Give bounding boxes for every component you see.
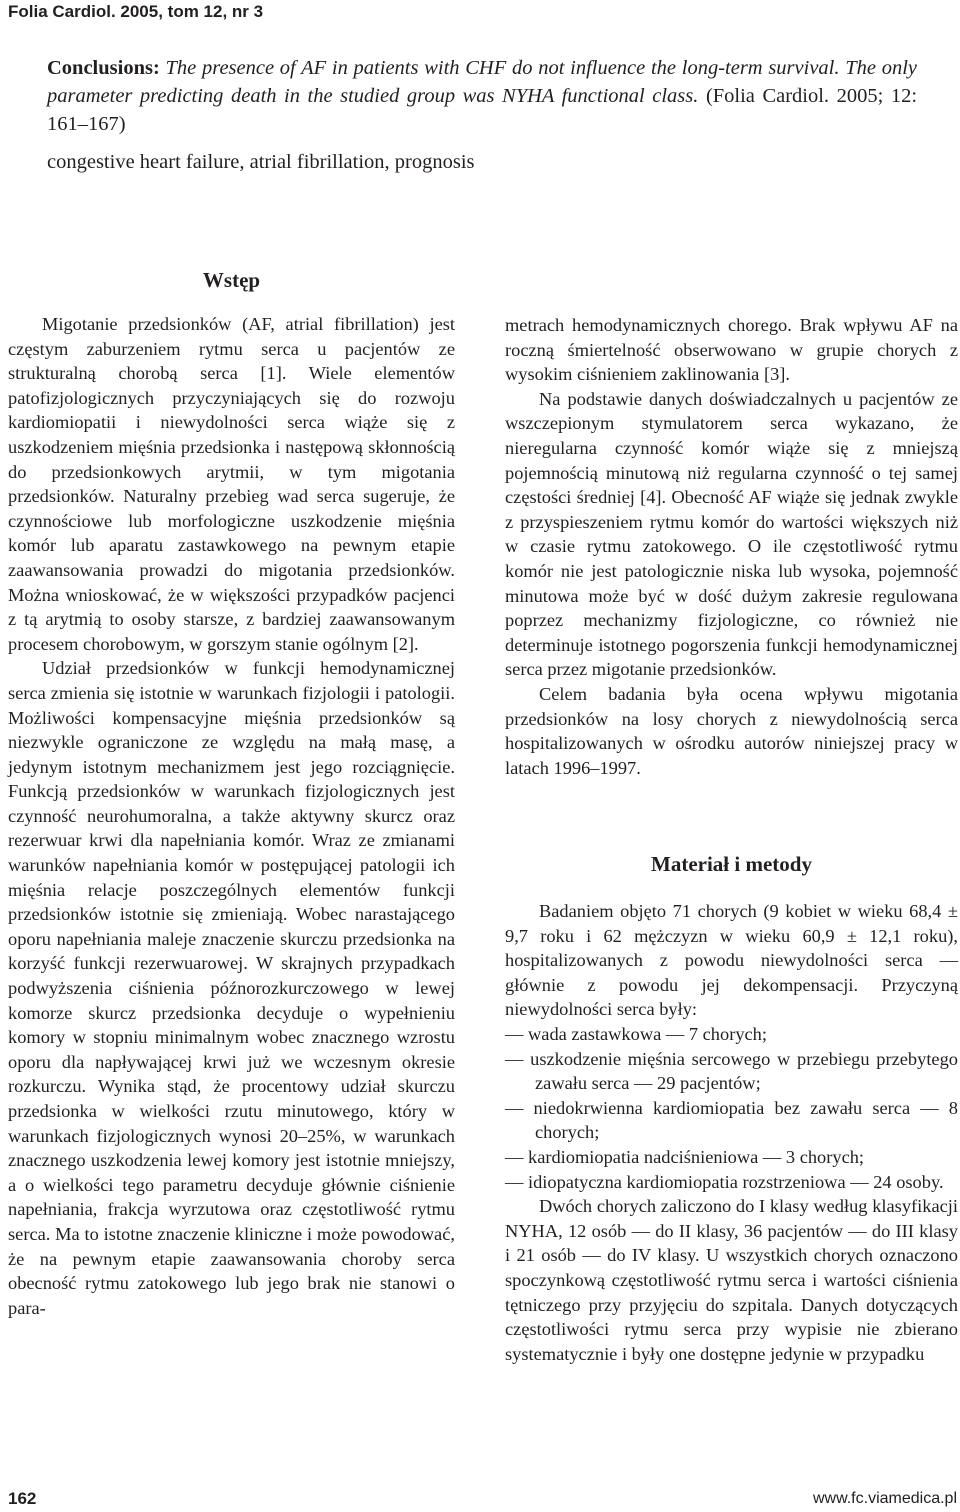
running-head: Folia Cardiol. 2005, tom 12, nr 3 bbox=[8, 2, 264, 21]
conclusions-text: The presence of AF in patients with CHF do not influence the long-term survival. The only parameter predicting death in the studied group was NYHA functional class. bbox=[47, 57, 917, 107]
methods-paragraph: Dwóch chorych zaliczono do I klasy według klasyfikacji NYHA, 12 osób — do II klasy, 36 pacjentów — do III klasy i 21 osób — do IV klasy. U wszystkich chorych oznaczono spoczynkową częstotliwość rytmu serca i wartości ciśnienia tętniczego przy przyjęciu do szpitala. Danych dotyczących częstotliwości rytmu serca przy wypisie nie zbierano systematycznie i były one dostępne jedynie w przypadku bbox=[505, 1196, 958, 1364]
journal-url: www.fc.viamedica.pl bbox=[812, 1490, 957, 1507]
section-heading-methods: Materiał i metody bbox=[651, 852, 812, 876]
intro-paragraph: Na podstawie danych doświadczalnych u pacjentów ze wszczepionym stymulatorem serca wykazano, że nieregularna czynność komór wiąże się z mniejszą pojemnością minutową niż regularna czynność o tej samej częstości średniej [4]. Obecność AF wiąże się jednak zwykle z przyspieszeniem rytmu komór do wartości większych niż w czasie rytmu zatokowego. O ile częstotliwość rytmu komór nie jest patologicznie niska lub wysoka, pojemność minutowa może być w dość dużym zakresie regulowana poprzez mechanizmy fizjologiczne, co również nie determinuje istotnego pogorszenia funkcji hemodynamicznej serca przez migotanie przedsionków. bbox=[505, 388, 958, 680]
list-item: — wada zastawkowa — 7 chorych; bbox=[505, 1022, 958, 1047]
list-item: — idiopatyczna kardiomiopatia rozstrzeniowa — 24 osoby. bbox=[505, 1170, 958, 1195]
abstract-citation: (Folia Cardiol. 2005; 12: 161–167) bbox=[47, 85, 918, 135]
intro-paragraph: Udział przedsionków w funkcji hemodynamicznej serca zmienia się istotnie w warunkach fizjologii i patologii. Możliwości kompensacyjne mięśnia przedsionków są niezwykle ograniczone ze względu na małą masę, a jedynym istotnym mechanizmem jest jego rozciągnięcie. Funkcją przedsionków w warunkach fizjologicznych jest czynność neurohumoralna, a także aktywny skurcz oraz rezerwuar krwi dla napełniania komór. Wraz ze zmianami warunków napełniania komór w postępującej patologii ich mięśnia relacje poszczególnych elementów funkcji przedsionków istotnie się zmieniają. Wobec narastającego oporu napełniania maleje znaczenie skurczu przedsionka na korzyść funkcji rezerwuarowej. W skrajnych przypadkach podwyższenia ciśnienia późnorozkurczowego w lewej komorze skurcz przedsionka decyduje o wypełnieniu komory w stopniu minimalnym wobec znacznego wzrostu oporu dla napływającej krwi już we wczesnym okresie rozkurczu. Wynika stąd, że procentowy udział skurczu przedsionka w wielkości rzutu minutowego, który w warunkach fizjologicznych wynosi 20–25%, w warunkach znacznego uszkodzenia lewej komory jest istotnie mniejszy, a o wielkości tego parametru decyduje głównie ciśnienie napełniania, frakcja wyrzutowa oraz częstotliwość rytmu serca. Ma to istotne znaczenie kliniczne i może powodować, że na pewnym etapie zaawansowania choroby serca obecność rytmu zatokowego lub jego brak nie stanowi o para- bbox=[8, 658, 455, 1318]
introduction-right-column bbox=[505, 313, 958, 780]
heart-failure-causes-list bbox=[505, 1022, 958, 1194]
page-number: 162 bbox=[8, 1489, 37, 1508]
list-item: — uszkodzenie mięśnia sercowego w przebiegu przebytego zawału serca — 29 pacjentów; bbox=[505, 1047, 958, 1096]
list-item: — kardiomiopatia nadciśnieniowa — 3 chorych; bbox=[505, 1145, 958, 1170]
intro-paragraph: Celem badania była ocena wpływu migotania przedsionków na losy chorych z niewydolnością serca hospitalizowanych w ośrodku autorów niniejszej pracy w latach 1996–1997. bbox=[505, 683, 958, 778]
conclusions-label: Conclusions: bbox=[47, 57, 160, 79]
section-heading-introduction: Wstęp bbox=[202, 268, 261, 292]
intro-paragraph: Migotanie przedsionków (AF, atrial fibrillation) jest częstym zaburzeniem rytmu serca u pacjentów ze strukturalną chorobą serca [1]. Wiele elementów patofizjologicznych przyczyniających się do rozwoju kardiomiopatii i niewydolności serca wiąże się z uszkodzeniem mięśnia przedsionka i następową skłonnością do przedsionkowych arytmii, w tym migotania przedsionków. Naturalny przebieg wad serca sugeruje, że czynnościowe lub morfologiczne uszkodzenie mięśnia komór lub aparatu zastawkowego na pewnym etapie zaawansowania prowadzi do migotania przedsionków. Można wnioskować, że w większości przypadków pacjenci z tą arytmią to osoby starsze, z bardziej zaawansowanym procesem chorobowym, w gorszym stanie ogólnym [2]. bbox=[8, 314, 455, 654]
introduction-left-column bbox=[8, 312, 455, 1320]
intro-continuation-paragraph: metrach hemodynamicznych chorego. Brak wpływu AF na roczną śmiertelność obserwowano w grupie chorych z wysokim ciśnieniem zaklinowania [3]. bbox=[505, 315, 958, 385]
methods-column bbox=[505, 899, 958, 1366]
list-item: — niedokrwienna kardiomiopatia bez zawału serca — 8 chorych; bbox=[505, 1096, 958, 1145]
abstract-conclusions bbox=[47, 54, 917, 138]
keywords: congestive heart failure, atrial fibrillation, prognosis bbox=[47, 151, 475, 173]
methods-paragraph: Badaniem objęto 71 chorych (9 kobiet w wieku 68,4 ± 9,7 roku i 62 mężczyzn w wieku 60,9 ± 12,1 roku), hospitalizowanych z powodu niewydolności serca — głównie z powodu jej dekompensacji. Przyczyną niewydolności serca były: bbox=[505, 901, 958, 1020]
